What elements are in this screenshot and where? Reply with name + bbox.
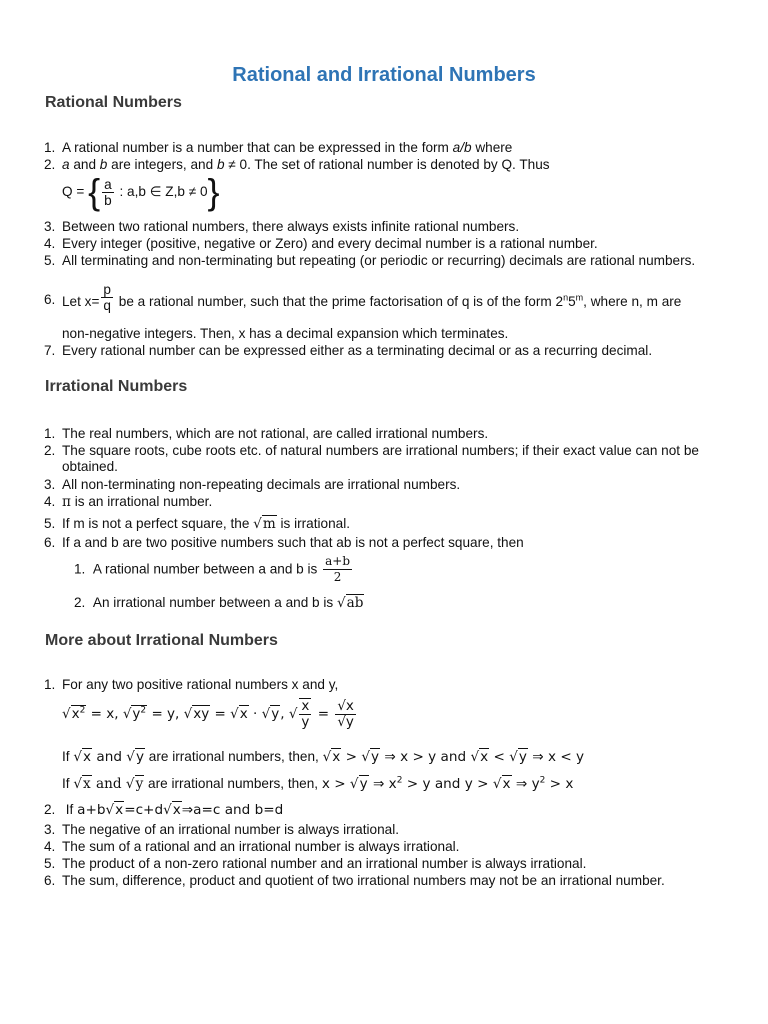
section-heading-more: More about Irrational Numbers xyxy=(45,632,278,649)
sub-list-item: 2. An irrational number between a and b is √ab xyxy=(74,595,364,611)
section-heading-rational: Rational Numbers xyxy=(45,94,182,111)
set-definition-q: Q = { $\frac{a}{b}$ : a,b ∈ Z,b ≠ 0} xyxy=(62,171,220,212)
formula-identities: $√x^2 = x$, $√y^2 = y$, √xy = √x · √y, √ $\frac{x}{y}$ = $\frac{√x}{√y}$ xyxy=(62,697,354,730)
formula-comparison-2: If √x and √y are irrational numbers, then, x > √y ⇒ $x^2 > y$ and y > √x ⇒ $y^2 > x$ xyxy=(62,775,574,792)
section-heading-irrational: Irrational Numbers xyxy=(45,378,188,395)
sub-list-item: 1. A rational number between a and b is $\frac{a+b}{2}$ xyxy=(74,554,351,584)
formula-comparison-1: If √x and √y are irrational numbers, then, √x > √y ⇒ x > y and √x < √y ⇒ x < y xyxy=(62,749,585,765)
page-title: Rational and Irrational Numbers xyxy=(232,64,536,86)
